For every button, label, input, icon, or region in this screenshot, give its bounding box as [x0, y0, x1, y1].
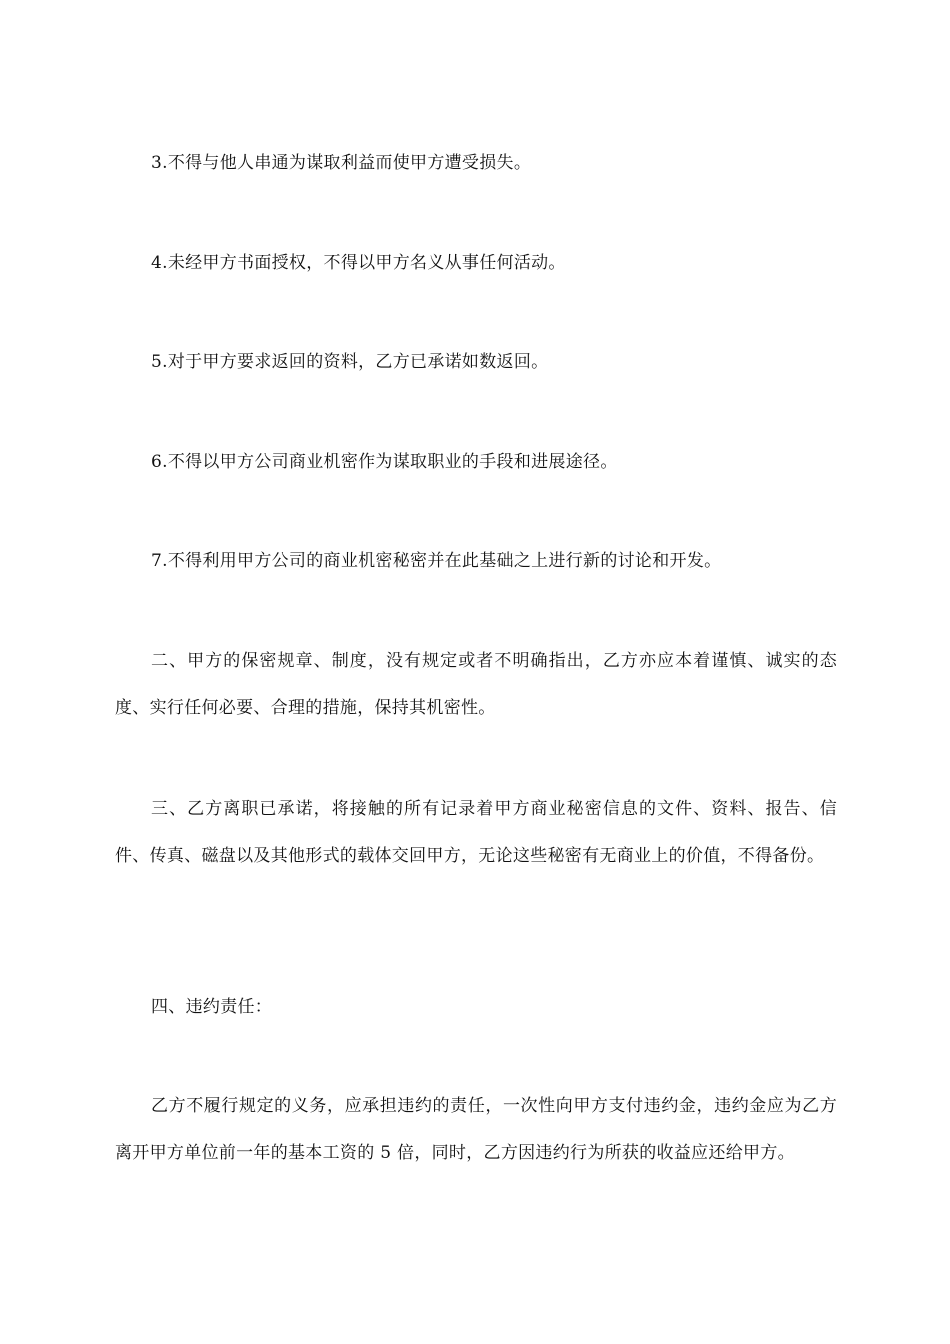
section-2-paragraph: 二、甲方的保密规章、制度，没有规定或者不明确指出，乙方亦应本着谨慎、诚实的态度、实行任何必要、合理的措施，保持其机密性。	[115, 651, 837, 718]
clause-5: 5.对于甲方要求返回的资料，乙方已承诺如数返回。	[151, 352, 549, 372]
clause-7: 7.不得利用甲方公司的商业机密秘密并在此基础之上进行新的讨论和开发。	[151, 551, 722, 571]
section-4-heading: 四、违约责任：	[151, 997, 273, 1017]
clause-6: 6.不得以甲方公司商业机密作为谋取职业的手段和进展途径。	[151, 452, 618, 472]
section-3-paragraph: 三、乙方离职已承诺，将接触的所有记录着甲方商业秘密信息的文件、资料、报告、信件、传真、磁盘以及其他形式的载体交回甲方，无论这些秘密有无商业上的价值，不得备份。	[115, 799, 837, 866]
clause-3: 3.不得与他人串通为谋取利益而使甲方遭受损失。	[151, 153, 532, 173]
clause-4: 4.未经甲方书面授权，不得以甲方名义从事任何活动。	[151, 253, 566, 273]
breach-liability-paragraph: 乙方不履行规定的义务，应承担违约的责任，一次性向甲方支付违约金，违约金应为乙方离开甲方单位前一年的基本工资的 5 倍，同时，乙方因违约行为所获的收益应还给甲方。	[115, 1096, 837, 1163]
